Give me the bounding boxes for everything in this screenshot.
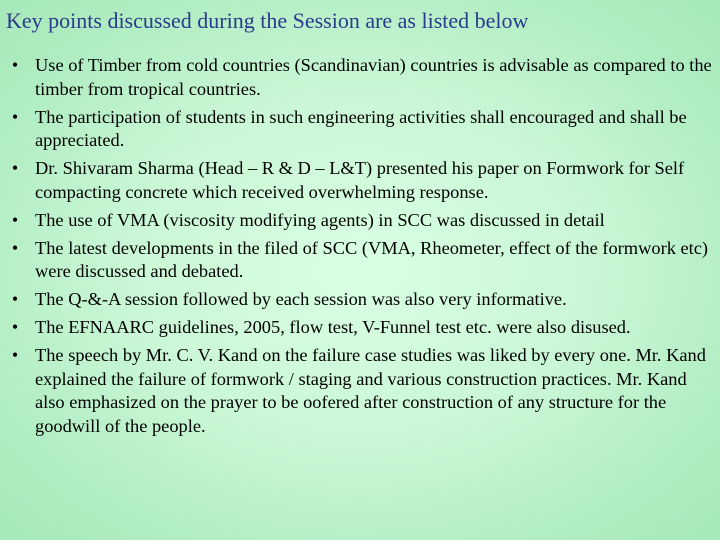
bullet-item	[0, 106, 716, 154]
bullet-icon: •	[11, 158, 19, 179]
bullet-icon: •	[11, 289, 19, 310]
bullet-list	[0, 54, 716, 443]
bullet-icon: •	[11, 344, 19, 365]
bullet-text: The EFNAARC guidelines, 2005, flow test, V-Funnel test etc. were also disused.	[35, 316, 631, 337]
bullet-icon: •	[11, 106, 19, 127]
bullet-item	[0, 157, 716, 205]
slide-title: Key points discussed during the Session are as listed below	[6, 8, 529, 33]
bullet-icon: •	[11, 316, 19, 337]
bullet-item	[0, 237, 716, 285]
bullet-text: Dr. Shivaram Sharma (Head – R & D – L&T) presented his paper on Formwork for Self compacting concrete which received overwhelming response.	[35, 158, 685, 202]
bullet-icon: •	[11, 55, 19, 75]
bullet-item	[0, 316, 716, 340]
bullet-text: The Q-&-A session followed by each session was also very informative.	[35, 289, 567, 310]
bullet-item	[0, 344, 716, 439]
bullet-icon: •	[11, 237, 19, 258]
bullet-text: The participation of students in such engineering activities shall encouraged and shall be appreciated.	[35, 106, 687, 151]
bullet-icon: •	[11, 209, 19, 230]
bullet-item	[0, 288, 716, 312]
bullet-item	[0, 209, 716, 233]
bullet-text: The latest developments in the filed of SCC (VMA, Rheometer, effect of the formwork etc) were discussed and debated.	[35, 237, 709, 282]
bullet-text: The speech by Mr. C. V. Kand on the failure case studies was liked by every one. Mr. Kand explained the failure of formwork / staging and various construction practices. Mr. Kand also emphasized on the prayer to be oofered after construction of any structure for the goodwill of the people.	[35, 344, 706, 437]
bullet-text: The use of VMA (viscosity modifying agents) in SCC was discussed in detail	[35, 209, 605, 230]
bullet-item	[0, 54, 716, 102]
bullet-text: Use of Timber from cold countries (Scandinavian) countries is advisable as compared to the timber from tropical countries.	[35, 55, 712, 99]
